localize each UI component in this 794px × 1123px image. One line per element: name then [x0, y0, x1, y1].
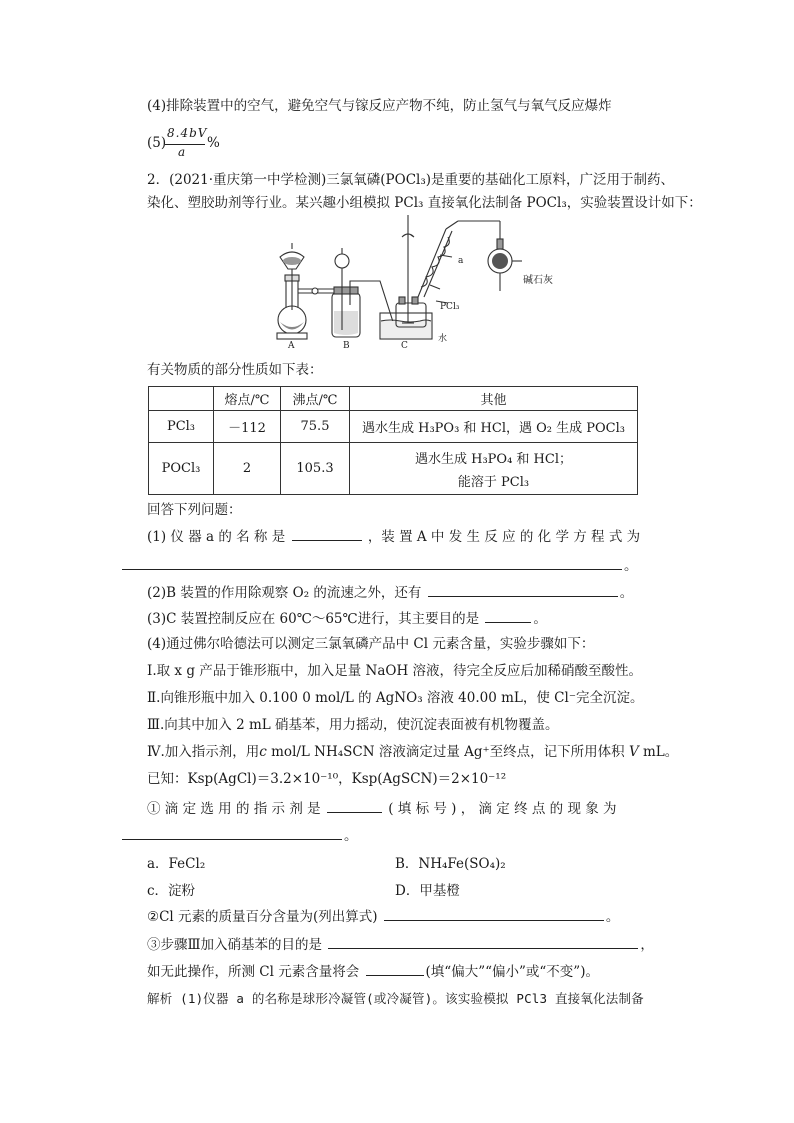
step-4-text-a: Ⅳ.加入指示剂，用 [147, 744, 260, 760]
table-cell-bp: 75.5 [281, 411, 350, 443]
question-4-line: (4)通过佛尔哈德法可以测定三氯氧磷产品中 Cl 元素含量，实验步骤如下： [147, 636, 595, 652]
table-row [149, 443, 638, 495]
table-header-empty [149, 387, 214, 411]
answer-blank-sub1a[interactable] [327, 798, 382, 813]
question-2-intro-line-2: 染化、塑胶助剂等行业。某兴趣小组模拟 PCl₃ 直接氧化法制备 POCl₃，实验装置设计如下： [147, 195, 702, 211]
answer-4: (4)排除装置中的空气，避免空气与镓反应产物不纯，防止氢气与氧气反应爆炸 [147, 98, 612, 114]
sub-question-1 [147, 798, 617, 819]
sub-question-3-text-b: 如无此操作，所测 Cl 元素含量将会 [147, 964, 360, 980]
label-B: B [343, 341, 350, 351]
question-2-text: (2)B 装置的作用除观察 O₂ 的流速之外，还有 [147, 585, 422, 601]
table-cell-name: POCl₃ [149, 443, 214, 495]
table-header-other: 其他 [350, 387, 638, 411]
sub-question-1-end: 。 [344, 828, 358, 844]
question-1-text-a: (1) 仪 器 a 的 名 称 是 [147, 529, 286, 545]
answer-blank-q1a[interactable] [292, 526, 362, 541]
answer-blank-q3[interactable] [485, 608, 531, 623]
bath-c [380, 215, 500, 339]
apparatus-diagram [270, 215, 570, 351]
sub-question-3-text: ③步骤Ⅲ加入硝基苯的目的是 [147, 937, 323, 953]
answer-blank-q1b[interactable] [122, 555, 622, 570]
step-4-c: c [259, 744, 267, 760]
flask-a [277, 243, 340, 339]
sub-question-2-text: ②Cl 元素的质量百分含量为(列出算式) [147, 909, 378, 925]
step-3: Ⅲ.向其中加入 2 mL 硝基苯，用力摇动，使沉淀表面被有机物覆盖。 [147, 717, 559, 733]
label-soda-lime: 碱石灰 [523, 275, 553, 286]
question-2-line [147, 582, 633, 603]
label-C: C [401, 341, 408, 351]
question-3-line [147, 608, 547, 629]
step-4 [147, 742, 678, 762]
option-a[interactable]: a．FeCl₂ [147, 856, 206, 872]
drying-tube [488, 239, 522, 291]
table-header-bp: 沸点/℃ [281, 387, 350, 411]
sub-question-2-end: 。 [605, 909, 620, 925]
answer-5-label: (5) [147, 135, 167, 151]
table-cell-mp: 2 [214, 443, 281, 495]
sub-question-2 [147, 906, 619, 927]
properties-table [148, 386, 638, 495]
label-water: 水 [438, 334, 448, 344]
step-2: Ⅱ.向锥形瓶中加入 0.100 0 mol/L 的 AgNO₃ 溶液 40.00 mL，使 Cl⁻完全沉淀。 [147, 690, 644, 706]
answer-blank-sub3a[interactable] [328, 934, 638, 949]
answer-blank-q2[interactable] [428, 582, 618, 597]
table-cell-other: 遇水生成 H₃PO₃ 和 HCl，遇 O₂ 生成 POCl₃ [350, 411, 638, 443]
question-2-intro-line-1: 2．(2021·重庆第一中学检测)三氯氧磷(POCl₃)是重要的基础化工原料，广泛用于制药、 [147, 172, 675, 188]
table-cell-other-line1: 遇水生成 H₃PO₄ 和 HCl； [414, 451, 572, 467]
option-b[interactable]: B．NH₄Fe(SO₄)₂ [395, 856, 506, 872]
sub-question-1-text-a: ① 滴 定 选 用 的 指 示 剂 是 [147, 801, 321, 817]
answer-blank-sub3b[interactable] [366, 961, 424, 976]
label-pcl3: PCl₃ [440, 302, 460, 312]
table-intro: 有关物质的部分性质如下表： [147, 362, 323, 378]
option-c[interactable]: c．淀粉 [147, 883, 196, 899]
step-1: Ⅰ.取 x g 产品于锥形瓶中，加入足量 NaOH 溶液，待完全反应后加稀硝酸至酸性。 [147, 663, 643, 679]
sub-question-1-line-2 [120, 825, 358, 846]
sub-question-1-text-b: ( 填 标 号 ) ， 滴 定 终 点 的 现 象 为 [388, 801, 617, 817]
question-3-end: 。 [533, 611, 547, 627]
step-4-text-b: mol/L NH₄SCN 溶液滴定过量 Ag⁺至终点，记下所用体积 [266, 744, 629, 760]
sub-question-3-end: ， [640, 937, 654, 953]
table-cell-other-line2: 能溶于 PCl₃ [457, 474, 530, 490]
question-1-line [147, 526, 640, 547]
question-3-text: (3)C 装置控制反应在 60℃～65℃进行，其主要目的是 [147, 611, 480, 627]
table-cell-bp: 105.3 [281, 443, 350, 495]
sub-question-3-line-2 [147, 961, 599, 982]
label-A: A [288, 341, 295, 351]
answer-blank-sub1b[interactable] [122, 825, 342, 840]
analysis-text: 解析 (1)仪器 a 的名称是球形冷凝管(或冷凝管)。该实验模拟 PCl3 直接氧化法制备 [147, 991, 644, 1006]
table-cell-other [350, 443, 638, 495]
question-1-line-2 [120, 555, 638, 576]
percent-sign: % [207, 135, 220, 151]
answer-blank-sub2[interactable] [384, 906, 604, 921]
question-1-end: 。 [624, 558, 638, 574]
step-4-v: V [628, 744, 639, 760]
question-2-end: 。 [619, 585, 634, 601]
known-values: 已知：Ksp(AgCl)＝3.2×10⁻¹⁰，Ksp(AgSCN)＝2×10⁻¹² [147, 771, 507, 787]
table-cell-name: PCl₃ [149, 411, 214, 443]
step-4-end: mL。 [638, 744, 679, 760]
sub-question-3-end-b: (填“偏大”“偏小”或“不变”)。 [425, 964, 599, 980]
option-d[interactable]: D．甲基橙 [395, 883, 460, 899]
table-header-mp: 熔点/℃ [214, 387, 281, 411]
table-cell-mp: －112 [214, 411, 281, 443]
table-row [149, 411, 638, 443]
fraction-numerator: 8.4bV [167, 126, 208, 140]
sub-question-3 [147, 934, 654, 955]
answer-prompt: 回答下列问题： [147, 502, 242, 518]
question-1-text-b: ，装 置 A 中 发 生 反 应 的 化 学 方 程 式 为 [367, 529, 641, 545]
fraction-denominator: a [178, 145, 186, 159]
label-a: a [458, 256, 464, 266]
